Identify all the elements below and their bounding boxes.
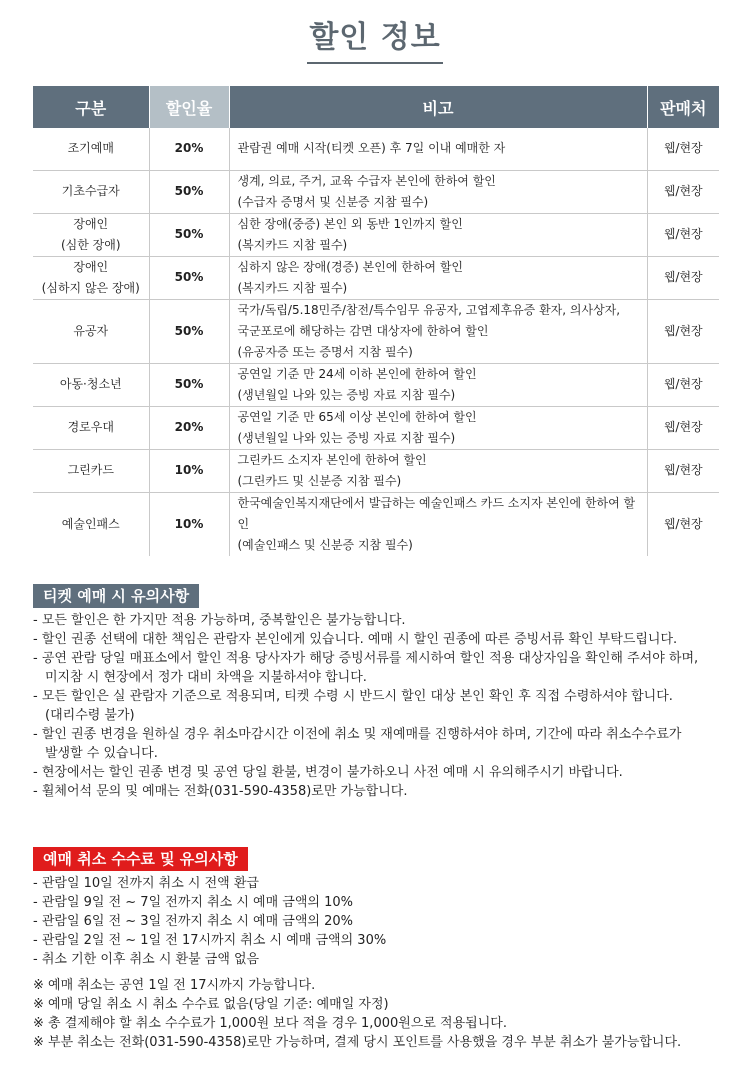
table-header-row (33, 86, 719, 128)
row-note (229, 170, 647, 213)
row-category (33, 449, 149, 492)
row-seller: 웹/현장 (647, 213, 719, 256)
table-row (33, 363, 719, 406)
list-item-line: - 모든 할인은 한 가지만 적용 가능하며, 중복할인은 불가능합니다. (33, 613, 406, 628)
row-category (33, 170, 149, 213)
list-item: ※ 예매 당일 취소 시 취소 수수료 없음(당일 기준: 예매일 자정) (33, 997, 389, 1012)
cancel-notes-list (33, 874, 723, 969)
row-rate: 50% (149, 363, 229, 406)
row-note-line: (복지카드 지참 필수) (237, 280, 348, 295)
row-category (33, 299, 149, 363)
row-rate: 10% (149, 449, 229, 492)
header-seller: 판매처 (647, 86, 719, 128)
row-note (229, 299, 647, 363)
cancel-notes-heading: 예매 취소 수수료 및 유의사항 (33, 847, 248, 871)
row-note (229, 213, 647, 256)
row-seller: 웹/현장 (647, 170, 719, 213)
row-note-line: (수급자 증명서 및 신분증 지참 필수) (237, 194, 429, 209)
table-row (33, 449, 719, 492)
row-rate: 50% (149, 213, 229, 256)
row-seller: 웹/현장 (647, 449, 719, 492)
row-category (33, 406, 149, 449)
row-note-line: 생계, 의료, 주거, 교육 수급자 본인에 한하여 할인 (237, 173, 496, 188)
list-item-line: (대리수령 불가) (45, 708, 135, 723)
row-seller: 웹/현장 (647, 128, 719, 170)
list-item: ※ 부분 취소는 전화(031-590-4358)로만 가능하며, 결제 당시 포인트를 사용했을 경우 부분 취소가 불가능합니다. (33, 1035, 682, 1050)
row-note (229, 449, 647, 492)
row-rate: 50% (149, 256, 229, 299)
row-category (33, 492, 149, 556)
list-item: ※ 예매 취소는 공연 1일 전 17시까지 가능합니다. (33, 978, 316, 993)
table-row (33, 406, 719, 449)
list-item-line: - 공연 관람 당일 매표소에서 할인 적용 당사자가 해당 증빙서류를 제시하여 할인 적용 대상자임을 확인해 주셔야 하며, (33, 651, 699, 666)
row-seller: 웹/현장 (647, 299, 719, 363)
cancel-remarks-list (33, 976, 723, 1052)
row-note-line: (생년월일 나와 있는 증빙 자료 지참 필수) (237, 430, 456, 445)
table-row (33, 299, 719, 363)
row-category (33, 128, 149, 170)
list-item: - 취소 기한 이후 취소 시 환불 금액 없음 (33, 952, 260, 967)
discount-table (33, 86, 719, 556)
row-note (229, 363, 647, 406)
row-note (229, 406, 647, 449)
list-item (33, 649, 723, 687)
ticket-notes-list (33, 611, 723, 801)
row-note (229, 256, 647, 299)
page-title-text: 할인 정보 (307, 12, 442, 64)
list-item (33, 763, 723, 782)
table-row (33, 128, 719, 170)
list-item-line: 발생할 수 있습니다. (45, 746, 158, 761)
row-category-line: 조기예매 (67, 141, 114, 156)
table-row (33, 213, 719, 256)
row-note-line: 그린카드 소지자 본인에 한하여 할인 (237, 452, 427, 467)
table-row (33, 492, 719, 556)
list-item (33, 611, 723, 630)
list-item-line: - 할인 권종 변경을 원하실 경우 취소마감시간 이전에 취소 및 재예매를 진행하셔야 하며, 기간에 따라 취소수수료가 (33, 727, 682, 742)
row-rate: 20% (149, 406, 229, 449)
row-category-line: 유공자 (73, 323, 109, 338)
row-seller: 웹/현장 (663, 516, 703, 531)
row-note-line: (유공자증 또는 증명서 지참 필수) (237, 344, 413, 359)
list-item-line: - 모든 할인은 실 관람자 기준으로 적용되며, 티켓 수령 시 반드시 할인 대상 본인 확인 후 직접 수령하셔야 합니다. (33, 689, 673, 704)
row-category-line: 장애인 (73, 259, 109, 274)
table-row (33, 256, 719, 299)
discount-table-body (33, 128, 719, 556)
row-category-line: 경로우대 (67, 420, 114, 434)
row-note-line: (예술인패스 및 신분증 지참 필수) (237, 537, 413, 552)
list-item: ※ 총 결제해야 할 취소 수수료가 1,000원 보다 적을 경우 1,000원으로 적용됩니다. (33, 1016, 507, 1031)
row-seller: 웹/현장 (647, 363, 719, 406)
list-item (33, 630, 723, 649)
row-category (33, 363, 149, 406)
row-rate: 50% (149, 170, 229, 213)
list-item-line: - 할인 권종 선택에 대한 책임은 관람자 본인에게 있습니다. 예매 시 할인 권종에 따른 증빙서류 확인 부탁드립니다. (33, 632, 678, 647)
row-note-line: 공연일 기준 만 65세 이상 본인에 한하여 할인 (237, 409, 477, 424)
row-note (229, 492, 647, 556)
row-note-line: (그린카드 및 신분증 지참 필수) (237, 473, 402, 488)
row-category (33, 256, 149, 299)
header-note: 비고 (229, 86, 647, 128)
ticket-notes-heading: 티켓 예매 시 유의사항 (33, 584, 199, 608)
row-note-line: (생년월일 나와 있는 증빙 자료 지참 필수) (237, 387, 456, 402)
row-category-line: 아동·청소년 (59, 377, 122, 391)
list-item: - 관람일 10일 전까지 취소 시 전액 환급 (33, 876, 259, 891)
header-category: 구분 (33, 86, 149, 128)
row-rate: 20% (149, 128, 229, 170)
list-item: - 관람일 6일 전 ~ 3일 전까지 취소 시 예매 금액의 20% (33, 914, 353, 929)
row-note-line: (복지카드 지참 필수) (237, 237, 348, 252)
row-note-line: 심한 장애(중증) 본인 외 동반 1인까지 할인 (237, 216, 463, 231)
row-note-line: 공연일 기준 만 24세 이하 본인에 한하여 할인 (237, 366, 477, 381)
row-category-line: (심한 장애) (60, 237, 121, 252)
list-item: - 관람일 2일 전 ~ 1일 전 17시까지 취소 시 예매 금액의 30% (33, 933, 387, 948)
list-item (33, 687, 723, 725)
row-category-line: 그린카드 (67, 463, 114, 477)
row-category-line: 기초수급자 (61, 184, 120, 198)
row-rate: 50% (149, 299, 229, 363)
row-category-line: 장애인 (73, 216, 109, 231)
list-item-line: - 휠체어석 문의 및 예매는 전화(031-590-4358)로만 가능합니다. (33, 784, 408, 799)
row-category (33, 213, 149, 256)
row-note (229, 128, 647, 170)
row-note-line: 국가/독립/5.18민주/참전/특수임무 유공자, 고엽제후유증 환자, 의사상자, (237, 302, 621, 317)
list-item (33, 725, 723, 763)
table-row (33, 170, 719, 213)
list-item (33, 782, 723, 801)
row-note-line: 심하지 않은 장애(경증) 본인에 한하여 할인 (237, 259, 464, 274)
page-title (0, 12, 750, 64)
row-note-line: 관람권 예매 시작(티켓 오픈) 후 7일 이내 예매한 자 (237, 141, 506, 156)
row-note-line: 국군포로에 해당하는 감면 대상자에 한하여 할인 (237, 323, 489, 338)
list-item-line: 미지참 시 현장에서 정가 대비 차액을 지불하셔야 합니다. (45, 670, 367, 685)
row-category-line: (심하지 않은 장애) (41, 280, 140, 295)
row-rate: 10% (149, 492, 229, 556)
row-seller: 웹/현장 (647, 406, 719, 449)
list-item: - 관람일 9일 전 ~ 7일 전까지 취소 시 예매 금액의 10% (33, 895, 353, 910)
row-seller: 웹/현장 (647, 256, 719, 299)
row-category-line: 예술인패스 (61, 516, 120, 531)
header-rate: 할인율 (149, 86, 229, 128)
list-item-line: - 현장에서는 할인 권종 변경 및 공연 당일 환불, 변경이 불가하오니 사전 예매 시 유의해주시기 바랍니다. (33, 765, 623, 780)
row-note-line: 한국예술인복지재단에서 발급하는 예술인패스 카드 소지자 본인에 한하여 할인 (237, 495, 636, 531)
